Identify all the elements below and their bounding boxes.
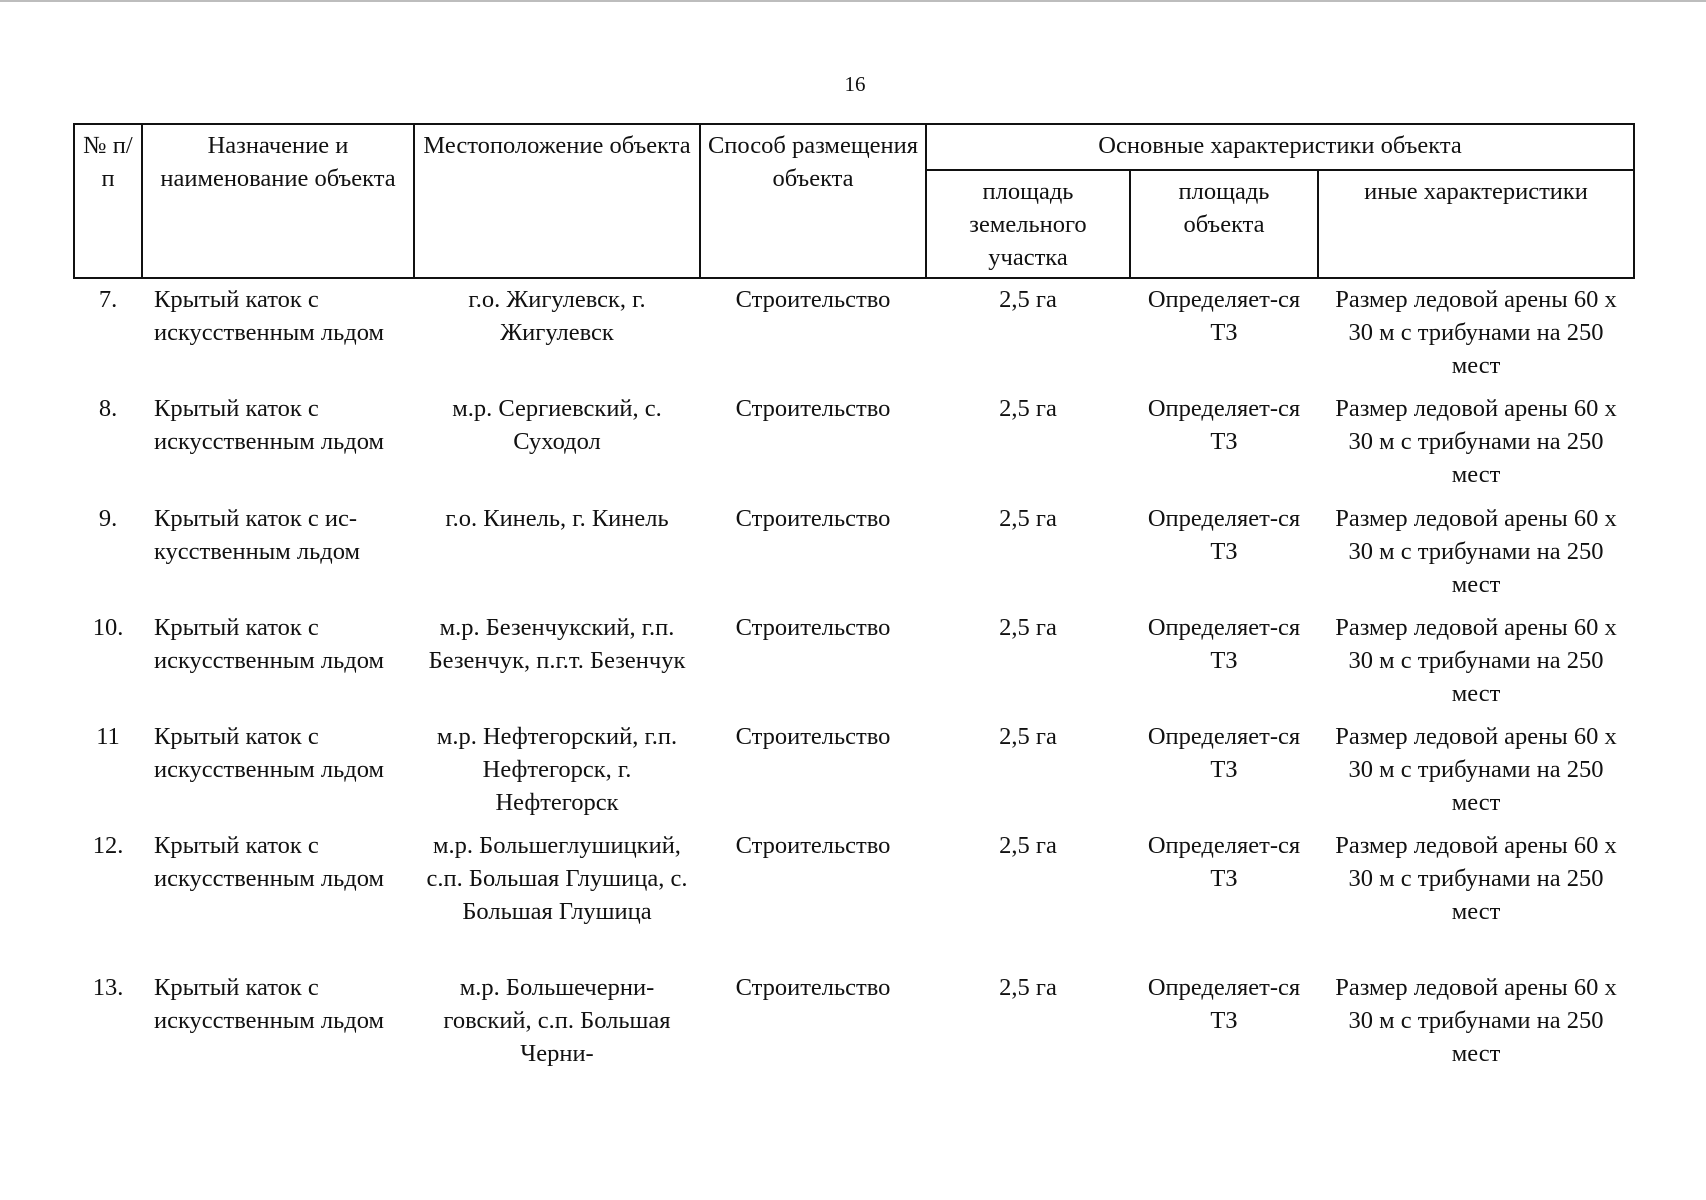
table-row	[74, 498, 1634, 607]
cell-object-area: Определяет-ся ТЗ	[1147, 723, 1301, 783]
cell-land-area: 2,5 га	[999, 723, 1057, 750]
table-body	[74, 278, 1634, 1077]
cell-land-area: 2,5 га	[999, 614, 1057, 641]
cell-num: 7.	[98, 286, 118, 313]
header-main-characteristics: Основные характеристики объекта	[926, 124, 1634, 170]
header-other-characteristics: иные характеристики	[1318, 170, 1634, 278]
table-row	[74, 388, 1634, 498]
cell-land-area: 2,5 га	[999, 286, 1057, 313]
cell-location: м.р. Нефтегорский, г.п. Нефтегорск, г. Нефтегорск	[436, 723, 678, 816]
header-location: Местоположение объекта	[414, 124, 700, 278]
cell-object-area: Определяет-ся ТЗ	[1147, 395, 1301, 455]
cell-name: Крытый каток с искусственным льдом	[154, 614, 385, 674]
cell-location: м.р. Безенчукский, г.п. Безенчук, п.г.т. Безенчук	[428, 614, 686, 674]
cell-land-area: 2,5 га	[999, 832, 1057, 859]
cell-land-area: 2,5 га	[999, 505, 1057, 532]
cell-name: Крытый каток с искусственным льдом	[154, 723, 385, 783]
table-row	[74, 967, 1634, 1077]
cell-method: Строительство	[735, 395, 891, 422]
cell-num: 12.	[92, 832, 124, 859]
header-num: № п/п	[74, 124, 142, 278]
cell-num: 9.	[98, 505, 118, 532]
cell-object-area: Определяет-ся ТЗ	[1147, 974, 1301, 1034]
cell-location: г.о. Кинель, г. Кинель	[445, 505, 669, 532]
cell-object-area: Определяет-ся ТЗ	[1147, 505, 1301, 565]
cell-method: Строительство	[735, 614, 891, 641]
cell-num: 11	[96, 723, 120, 750]
cell-other: Размер ледовой арены 60 х 30 м с трибунами на 250 мест	[1335, 974, 1617, 1067]
scan-edge-line	[0, 0, 1706, 2]
cell-name: Крытый каток с искусственным льдом	[154, 286, 385, 346]
table-row	[74, 716, 1634, 825]
table-row	[74, 607, 1634, 716]
cell-method: Строительство	[735, 505, 891, 532]
cell-other: Размер ледовой арены 60 х 30 м с трибунами на 250 мест	[1335, 286, 1617, 379]
cell-other: Размер ледовой арены 60 х 30 м с трибунами на 250 мест	[1335, 395, 1617, 488]
header-object-area: площадь объекта	[1130, 170, 1318, 278]
cell-location: м.р. Сергиевский, с. Суходол	[452, 395, 662, 455]
cell-other: Размер ледовой арены 60 х 30 м с трибунами на 250 мест	[1335, 832, 1617, 925]
cell-object-area: Определяет-ся ТЗ	[1147, 286, 1301, 346]
cell-method: Строительство	[735, 832, 891, 859]
cell-num: 13.	[92, 974, 124, 1001]
cell-location: г.о. Жигулевск, г. Жигулевск	[468, 286, 646, 346]
cell-land-area: 2,5 га	[999, 974, 1057, 1001]
header-land-area: площадь земельного участка	[926, 170, 1130, 278]
cell-location: м.р. Большечерни-говский, с.п. Большая Черни-	[443, 974, 671, 1067]
header-name: Назначение и наименование объекта	[142, 124, 414, 278]
cell-location: м.р. Большеглушицкий, с.п. Большая Глушица, с. Большая Глушица	[426, 832, 688, 925]
header-method: Способ размещения объекта	[700, 124, 926, 278]
cell-num: 10.	[92, 614, 124, 641]
table-row	[74, 278, 1634, 388]
cell-other: Размер ледовой арены 60 х 30 м с трибунами на 250 мест	[1335, 723, 1617, 816]
cell-method: Строительство	[735, 723, 891, 750]
table-header	[74, 124, 1634, 278]
cell-num: 8.	[98, 395, 118, 422]
cell-name: Крытый каток с искусственным льдом	[154, 395, 385, 455]
cell-name: Крытый каток с искусственным льдом	[154, 832, 385, 892]
page-number: 16	[844, 72, 866, 96]
cell-method: Строительство	[735, 286, 891, 313]
cell-name: Крытый каток с ис-кусственным льдом	[154, 505, 361, 565]
cell-object-area: Определяет-ся ТЗ	[1147, 614, 1301, 674]
objects-table	[73, 123, 1635, 1077]
cell-name: Крытый каток с искусственным льдом	[154, 974, 385, 1034]
table-row	[74, 825, 1634, 967]
cell-other: Размер ледовой арены 60 х 30 м с трибунами на 250 мест	[1335, 505, 1617, 598]
cell-object-area: Определяет-ся ТЗ	[1147, 832, 1301, 892]
cell-land-area: 2,5 га	[999, 395, 1057, 422]
cell-other: Размер ледовой арены 60 х 30 м с трибунами на 250 мест	[1335, 614, 1617, 707]
cell-method: Строительство	[735, 974, 891, 1001]
